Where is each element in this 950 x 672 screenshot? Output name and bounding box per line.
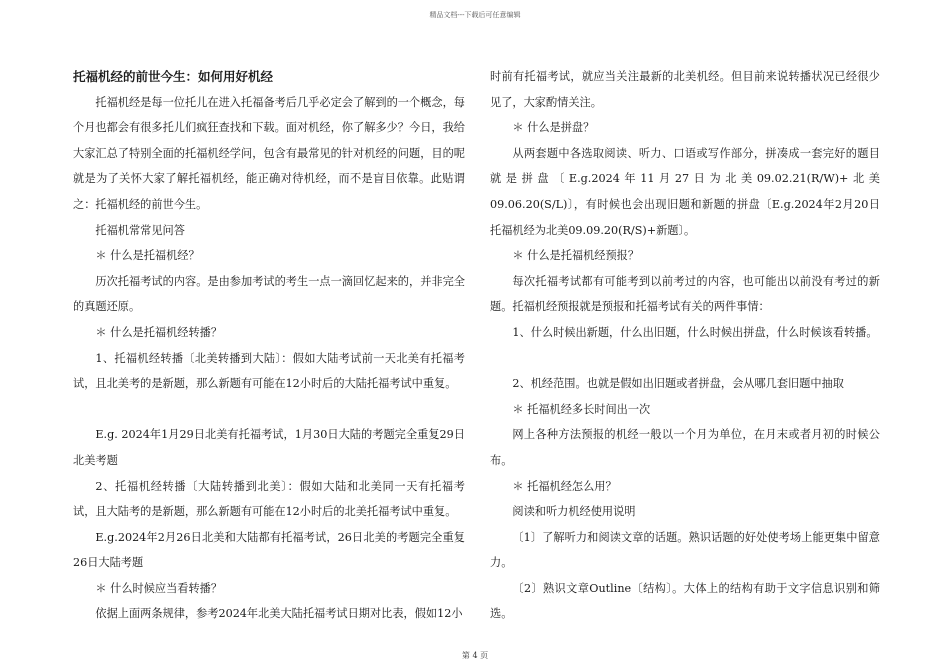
question-what-is-jijing: ＊ 什么是托福机经？ [95, 249, 200, 263]
page-header: 精品文档---下载后可任意编辑 [429, 11, 521, 19]
forecast-item-2: 2、机经范围。也就是假如出旧题或者拼盘，会从哪几套旧题中抽取 [512, 377, 844, 391]
question-what-is-platter: ＊ 什么是拼盘？ [512, 121, 595, 135]
spacer [73, 397, 465, 423]
question-what-is-relay: ＊ 什么是托福机经转播？ [95, 325, 223, 339]
spacer [490, 346, 880, 372]
article-title: 托福机经的前世今生：如何用好机经 [73, 69, 274, 84]
relay-example-1: E.g. 2024年1月29日北美有托福考试，1月30日大陆的考题完全重复29日北美考题 [73, 428, 465, 467]
question-how-often: ＊ 托福机经多长时间出一次 [512, 402, 651, 416]
relay-example-2: E.g.2024年2月26日北美和大陆都有托福考试，26日北美的考题完全重复26日大陆考题 [73, 530, 465, 570]
answer-how-often: 网上各种方法预报的机经一般以一个月为单位，在月末或者月初的时候公布。 [490, 428, 880, 467]
answer-when-relay-start: 依据上面两条规律，参考2024年北美大陆托福考试日期对比表，假如12小 [95, 607, 463, 621]
left-column [73, 64, 465, 627]
answer-what-is-jijing: 历次托福考试的内容。是由参加考试的考生一点一滴回忆起来的，并非完全的真题还原。 [73, 274, 465, 314]
answer-when-relay-cont: 时前有托福考试，就应当关注最新的北美机经。但目前来说转播状况已经很少见了，大家酌情关注。 [490, 70, 880, 109]
forecast-item-1: 1、什么时候出新题，什么出旧题，什么时候出拼盘，什么时候该看转播。 [512, 325, 878, 339]
usage-subheading: 阅读和听力机经使用说明 [512, 505, 636, 519]
relay-rule-2: 2、托福机经转播〔大陆转播到北美〕：假如大陆和北美同一天有托福考试，且大陆考的是新题，那么新题有可能在12小时后的北美托福考试中重复。 [73, 479, 465, 519]
intro-paragraph: 托福机经是每一位托儿在进入托福备考后几乎必定会了解到的一个概念，每个月也都会有很多托儿们疯狂查找和下载。面对机经，你了解多少？今日，我给大家汇总了特别全面的托福机经学问，包含有最常见的针对机经的问题，目的呢就是为了关怀大家了解托福机经，能正确对待机经，而不是盲目依靠。此贴谓之：托福机经的前世今生。 [73, 95, 465, 211]
answer-what-is-platter: 从两套题中各选取阅读、听力、口语或写作部分，拼凑成一套完好的题目就是拼盘〔E.g.2024年11月27日为北美09.02.21(R/W)+北美09.06.20(S/L)〕，有时候也会出现旧题和新题的拼盘〔E.g.2024年2月20日托福机经为北美09.09.20(R/S)+新题〕。 [490, 146, 880, 237]
answer-what-is-forecast: 每次托福考试都有可能考到以前考过的内容，也可能出以前没有考过的新题。托福机经预报就是预报和托福考试有关的两件事情： [490, 274, 880, 314]
faq-heading: 托福机常常见问答 [95, 223, 185, 237]
right-column [490, 64, 880, 627]
usage-item-1: 〔1〕了解听力和阅读文章的话题。熟识话题的好处使考场上能更集中留意力。 [490, 530, 880, 570]
question-when-relay: ＊ 什么时候应当看转播？ [95, 581, 223, 595]
page-number: 第 4 页 [461, 651, 489, 660]
question-what-is-forecast: ＊ 什么是托福机经预报？ [512, 249, 640, 263]
question-how-to-use: ＊ 托福机经怎么用？ [512, 479, 617, 493]
usage-item-2: 〔2〕熟识文章Outline〔结构〕。大体上的结构有助于文字信息识别和筛选。 [490, 581, 880, 621]
relay-rule-1: 1、托福机经转播〔北美转播到大陆〕：假如大陆考试前一天北美有托福考试，且北美考的是新题，那么新题有可能在12小时后的大陆托福考试中重复。 [73, 351, 465, 391]
